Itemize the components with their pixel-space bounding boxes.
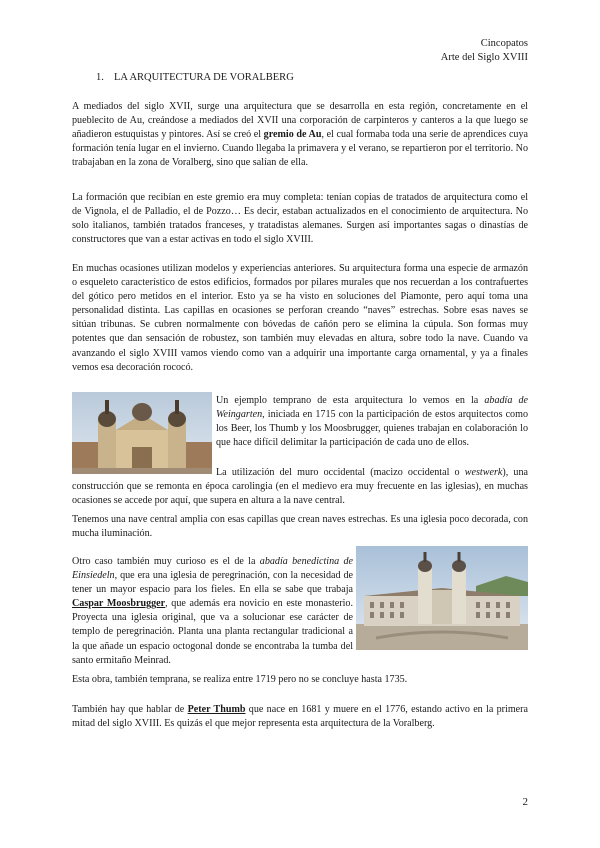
section-title-text: LA ARQUITECTURA DE VORALBERG <box>114 72 294 83</box>
p7-text-c: , que además era novicio en este monasterio. Proyecta una iglesia original, que va a solucionar ese carácter de templo de peregrinación. Planta una planta rectangular tradicional a la que añade un espacio octogonal donde se encontraba la tumba del santo ermitaño Meinrad. <box>72 598 353 666</box>
paragraph-5 <box>72 466 528 508</box>
paragraph-7 <box>72 555 353 668</box>
weingarten-abbey-image <box>72 392 212 474</box>
p1-text-b: , el cual formaba toda una serie de aprendices cuya formación tenía lugar en el invierno. Cuando llegaba la primavera y el verano, se repartieron por el territorio. No trabajaban en la zona de Voralberg, sino que salían de ella. <box>72 129 528 169</box>
p9-bold-name: Peter Thumb <box>187 704 246 715</box>
section-number: 1. <box>96 72 104 83</box>
p7-text-a: Otro caso también muy curioso es el de la <box>72 556 260 567</box>
p9-text-b: que nace en 1681 y muere en el 1776, estando activo en la primera mitad del siglo XVIII. Es quizás el que mejor representa esta arquitectura de la Voralberg. <box>72 704 528 730</box>
p5-text-b: ), una construcción que se remonta en época carolingia (en el medievo era muy frecuente en las iglesias), en muchas ocasiones se accede por aquí, que supera en altura a la nave central. <box>72 467 528 507</box>
header-subject: Arte del Siglo XVIII <box>440 52 528 63</box>
p5-italic-term: westwerk <box>464 467 503 478</box>
p4-italic-term: abadía de Weingarten <box>216 395 529 421</box>
p4-text-b: , iniciada en 1715 con la participación de estos arquitectos como los Beer, los Thumb y los Moosbrugger, quienes trabajan en colaboración lo que hace difícil delimitar la participación de cada uno de ellos. <box>216 409 528 449</box>
p1-text-a: A mediados del siglo XVII, surge una arquitectura que se desarrolla en esta región, concretamente en el pueblecito de Au, creándose a mediados del XVII una corporación de carpinteros y canteros a la que luego se añadieron estuquistas y pintores. Así se creó el <box>72 101 528 141</box>
p9-text-a: También hay que hablar de <box>72 704 188 715</box>
p7-italic-term: abadía benedictina de Einsiedeln <box>72 556 354 582</box>
p1-bold-term: gremio de Au <box>263 129 322 141</box>
paragraph-1 <box>72 100 528 170</box>
paragraph-4 <box>216 394 528 450</box>
paragraph-8: Esta obra, también temprana, se realiza entre 1719 pero no se concluye hasta 1735. <box>72 674 408 685</box>
paragraph-2: La formación que recibían en este gremio era muy completa: tenían copias de tratados de arquitectura como el de Vignola, el de Palladio, el de Pozzo… Es decir, estaban actualizados en el conocimiento de arquitectura. No solo italianos, también tratados franceses, y tratadistas alemanes. Surgen así importantes sagas o dinastías de constructores que van a estar activas en todo el siglo XVIII. <box>72 192 528 246</box>
running-header <box>441 37 528 65</box>
p7-text-b: , que era una iglesia de peregrinación, con la necesidad de tener un mayor espacio para los fieles. En ella se sabe que trabaja <box>72 570 353 596</box>
page-number: 2 <box>522 796 528 808</box>
p5-text-a: La utilización del muro occidental (macizo occidental o <box>216 467 465 478</box>
header-author: Cincopatos <box>480 38 528 49</box>
section-title <box>96 72 294 83</box>
p4-text-a: Un ejemplo temprano de esta arquitectura lo vemos en la <box>216 395 485 406</box>
paragraph-6: Tenemos una nave central amplia con esas capillas que crean naves estrechas. Es una iglesia poco decorada, con mucha iluminación. <box>72 514 528 540</box>
p7-bold-name: Caspar Moosbrugger <box>72 598 166 610</box>
paragraph-3: En muchas ocasiones utilizan modelos y experiencias anteriores. Su arquitectura forma una especie de armazón o esqueleto característico de estos edificios, formados por pilares murales que nos recuerdan a los contrafuertes del gótico pero metidos en el interior. Esto ya se ha visto en soluciones del Piamonte, pero aquí toma una personalidad distinta. Las capillas en ocasiones se perforan creando “naves” estrechas. Sobre esas naves se sitúan tribunas. Se cubren normalmente con bóvedas de cañón pero se elimina la cúpula. Son formas muy potentes que dan sensación de robustez, son también muy elevadas en altura, sobre todo la nave. Cuando va avanzando el siglo XVIII vamos viendo como van a adquirir una importante carga ornamental, y ya a finales vemos esa decoración rococó. <box>72 263 528 373</box>
paragraph-9 <box>72 703 528 731</box>
einsiedeln-abbey-image <box>356 546 528 650</box>
